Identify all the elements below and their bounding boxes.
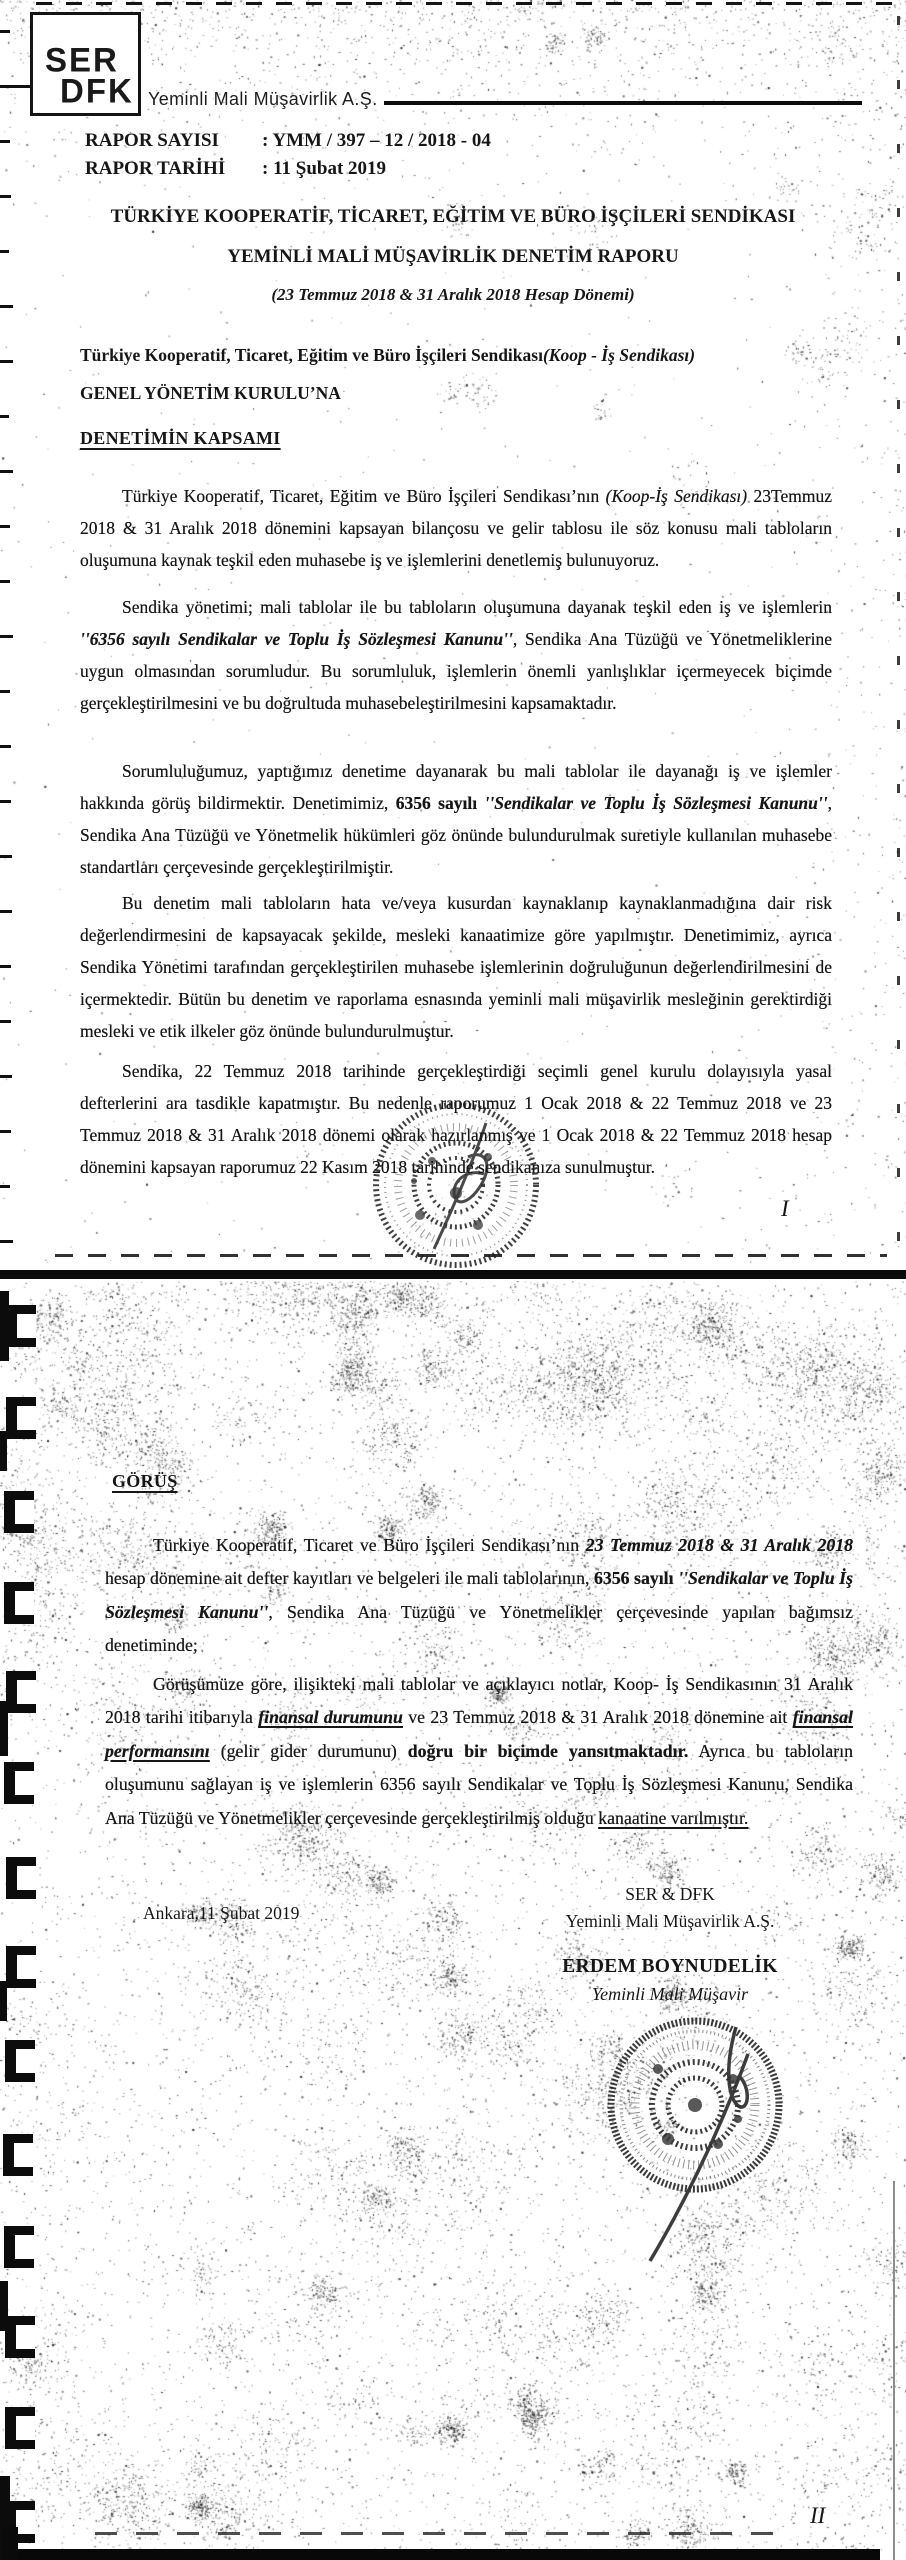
binding-hole <box>6 1671 36 1713</box>
signer-title: Yeminli Mali Müşavir <box>591 1984 749 2004</box>
binding-hole <box>4 1582 34 1624</box>
binding-tick <box>0 855 12 858</box>
text-segment: (Koop-İş Sendikası) <box>605 485 748 506</box>
report-date-row <box>85 155 491 183</box>
text-segment: kanaatine varılmıştır. <box>598 1807 749 1828</box>
binding-tick <box>0 800 11 803</box>
page2-bottom-edge-line <box>95 2532 785 2535</box>
binding-tick <box>0 85 30 88</box>
binding-hole <box>4 2226 34 2268</box>
binding-tick <box>0 635 13 638</box>
text-segment: 6356 sayılı <box>593 1568 679 1589</box>
binding-hole <box>6 1946 36 1988</box>
text-segment: , Sendika Ana Tüzüğü ve Yönetmelik hükümleri göz önünde bulundurulmak suretiyle kullanılan muhasebe standartları çerçevesinde gerçekleştirilmiştir. <box>80 792 832 877</box>
text-segment: Türkiye Kooperatif, Ticaret ve Büro İşçileri Sendikası’nın <box>153 1534 586 1555</box>
firm-logo <box>30 12 141 116</box>
report-number-label: RAPOR SAYISI <box>85 130 219 151</box>
paragraph-scope-1 <box>80 480 832 576</box>
round-seal-stamp-page2 <box>598 2009 798 2279</box>
scan-top-edge-line <box>36 2 902 5</box>
dateline: Ankara,11 Şubat 2019 <box>143 1903 300 1923</box>
binding-hole <box>6 1305 36 1347</box>
scan-edge-strip <box>0 1701 8 1756</box>
text-segment: , Sendika Ana Tüzüğü ve Yönetmelikler çerçevesinde yapılan bağımsız denetiminde; <box>105 1601 853 1656</box>
addressee-union-main: Türkiye Kooperatif, Ticaret, Eğitim ve Büro İşçileri Sendikası <box>80 345 543 365</box>
scan-edge-strip <box>0 2281 8 2331</box>
text-segment: ''6356 sayılı Sendikalar ve Toplu İş Sözleşmesi Kanunu'' <box>80 628 513 649</box>
text-segment: Bu denetim mali tabloların hata ve/veya kusurdan kaynaklanıp kaynaklanmadığına dair risk değerlendirmesini de kapsayacak şekilde, mesleki kanaatimize göre yapılmıştır. Denetimimiz, ayrıca Sendika Yönetimi tarafından gerçekleştirilen muhasebe işlemlerinin doğruluğunun değerlendirilmesini de içermektedir. Bütün bu denetim ve raporlama esnasında yeminli mali müşavirlik mesleğinin gerektirdiği mesleki ve etik ilkeler göz önünde bulundurulmuştur. <box>80 892 832 1041</box>
paragraph-opinion-2 <box>105 1668 853 1836</box>
page-2 <box>0 1281 906 2560</box>
paragraph-scope-3 <box>80 755 832 883</box>
scan-edge-strip <box>0 1981 7 2021</box>
text-segment: (gelir gider durumunu) <box>209 1740 408 1761</box>
text-segment: finansal performansını <box>105 1707 853 1761</box>
section-heading-gorus: GÖRÜŞ <box>112 1471 178 1491</box>
scan-edge-strip <box>0 1431 7 1471</box>
report-number-value: : YMM / 397 – 12 / 2018 - 04 <box>262 130 491 151</box>
binding-tick <box>0 1185 10 1188</box>
text-segment: Sendika yönetimi; mali tablolar ile bu tabloların oluşumuna dayanak teşkil eden iş ve işlemlerin <box>122 596 832 617</box>
binding-tick <box>0 1130 11 1133</box>
binding-tick <box>0 580 10 583</box>
text-segment: ve 23 Temmuz 2018 & 31 Aralık 2018 dönemine ait <box>402 1707 793 1728</box>
scan-right-edge-line <box>897 16 900 1246</box>
binding-tick <box>0 470 13 473</box>
binding-tick <box>0 30 10 33</box>
scan-edge-strip <box>0 1291 9 1361</box>
paragraph-opinion-1 <box>105 1529 853 1663</box>
binding-hole <box>6 1857 36 1899</box>
firm-name: Yeminli Mali Müşavirlik A.Ş. <box>148 89 378 109</box>
page-1 <box>0 0 906 1270</box>
addressee-salutation: GENEL YÖNETİM KURULU’NA <box>80 383 341 403</box>
binding-tick <box>0 965 11 968</box>
binding-tick <box>0 525 10 528</box>
addressee-union-name <box>80 345 695 366</box>
text-segment: Ayrıca bu tabloların oluşumunu sağlayan iş ve işlemlerin 6356 sayılı Sendikalar ve Toplu İş Sözleşmesi Kanunu, Sendika Ana Tüzüğü ve Yönetmelikler çerçevesinde gerçekleştirilmiş olduğu <box>105 1740 853 1828</box>
binding-hole <box>6 1397 36 1439</box>
logo-text-top: SER <box>45 40 119 79</box>
text-segment: finansal durumunu <box>258 1707 403 1728</box>
signer-name: ERDEM BOYNUDELİK <box>562 1956 778 1977</box>
binding-tick <box>0 1240 13 1243</box>
binding-hole <box>5 2316 35 2358</box>
text-segment: ''Sendikalar ve Toplu İş Sözleşmesi Kanunu'' <box>484 792 828 813</box>
report-date-label: RAPOR TARİHİ <box>85 158 226 179</box>
signature-block <box>535 1884 805 2005</box>
binding-tick <box>0 910 12 913</box>
binding-tick <box>0 690 10 693</box>
binding-hole <box>3 2134 33 2176</box>
paragraph-scope-4 <box>80 887 832 1047</box>
paragraph-scope-5 <box>80 1055 832 1183</box>
text-segment: Sendika, 22 Temmuz 2018 tarihinde gerçekleştirdiği seçimli genel kurulu dolayısıyla yasal defterlerini ara tasdikle kapatmıştır. Bu nedenle raporumuz 1 Ocak 2018 & 22 Temmuz 2018 ve 23 Temmuz 2018 & 31 Aralık 2018 dönemi olarak hazırlanmış ve 1 Ocak 2018 & 22 Temmuz 2018 hesap dönemini kapsayan raporumuz 22 Kasım 2018 tarihinde sendikanıza sunulmuştur. <box>80 1060 832 1177</box>
report-title-line1: TÜRKİYE KOOPERATİF, TİCARET, EĞİTİM VE BÜRO İŞÇİLERİ SENDİKASI <box>110 206 796 227</box>
binding-hole <box>5 2040 35 2082</box>
logo-text-bottom: DFK <box>60 71 134 110</box>
report-number-row <box>85 127 491 155</box>
report-meta <box>85 127 491 183</box>
report-title-line2: YEMİNLİ MALİ MÜŞAVİRLİK DENETİM RAPORU <box>227 246 679 267</box>
text-segment: doğru bir biçimde yansıtmaktadır. <box>407 1740 689 1761</box>
binding-tick <box>0 745 11 748</box>
text-segment: 23Temmuz 2018 & 31 Aralık 2018 dönemini kapsayan bilançosu ve gelir tablosu ile söz konusu mali tabloların oluşumuna kaynak teşkil eden muhasebe iş ve işlemlerini denetlemiş bulunuyoruz. <box>80 485 832 570</box>
binding-tick <box>0 195 11 198</box>
signer-firm-line2: Yeminli Mali Müşavirlik A.Ş. <box>565 1911 775 1931</box>
text-segment: Görüşümüze göre, ilişikteki mali tablolar ve açıklayıcı notlar, Koop- İş Sendikasının 31 Aralık 2018 tarihi itibarıyla <box>105 1673 853 1728</box>
text-segment: , Sendika Ana Tüzüğü ve Yönetmeliklerine uygun olmasından sorumludur. Bu sorumluluk, işlemlerin önemli yanlışlıklar içermeyecek biçimde gerçekleştirilmesini ve bu doğrultuda muhasebeleştirilmesini kapsamaktadır. <box>80 628 832 713</box>
binding-hole <box>4 1762 34 1804</box>
binding-tick <box>0 1020 11 1023</box>
paragraph-scope-2 <box>80 591 832 719</box>
text-segment: 6356 sayılı <box>395 792 485 813</box>
addressee-union-paren: (Koop - İş Sendikası) <box>542 345 696 365</box>
page-number-i: I <box>781 1196 789 1221</box>
binding-tick <box>0 415 9 418</box>
binding-tick <box>0 140 10 143</box>
text-segment: hesap dönemine ait defter kayıtları ve belgeleri ile mali tablolarının, <box>105 1568 594 1589</box>
section-heading-denetimin-kapsami: DENETİMİN KAPSAMI <box>80 428 281 448</box>
scan-bottom-bar <box>18 2549 880 2560</box>
text-segment: 23 Temmuz 2018 & 31 Aralık 2018 <box>585 1534 854 1555</box>
binding-tick <box>0 1075 12 1078</box>
binding-hole <box>5 2407 35 2449</box>
text-segment: Türkiye Kooperatif, Ticaret, Eğitim ve Büro İşçileri Sendikası’nın <box>122 485 606 506</box>
page-separator-line <box>0 1270 906 1279</box>
binding-tick <box>0 305 13 308</box>
header-rule-line <box>384 101 862 105</box>
scan-corner-block <box>2 2527 18 2560</box>
page-number-ii: II <box>810 2503 826 2528</box>
binding-hole <box>4 1491 34 1533</box>
text-segment: ''Sendikalar ve Toplu İş Sözleşmesi Kanunu'' <box>105 1568 853 1622</box>
report-title-period: (23 Temmuz 2018 & 31 Aralık 2018 Hesap Dönemi) <box>271 285 635 304</box>
binding-tick <box>0 360 13 363</box>
report-date-value: : 11 Şubat 2019 <box>262 158 387 179</box>
text-segment: Sorumluluğumuz, yaptığımız denetime dayanarak bu mali tablolar ile dayanağı iş ve işlemler hakkında görüş bildirmektir. Denetimimiz, <box>80 760 832 813</box>
page1-bottom-edge-line <box>55 1254 887 1257</box>
signer-firm-line1: SER & DFK <box>625 1884 715 1904</box>
